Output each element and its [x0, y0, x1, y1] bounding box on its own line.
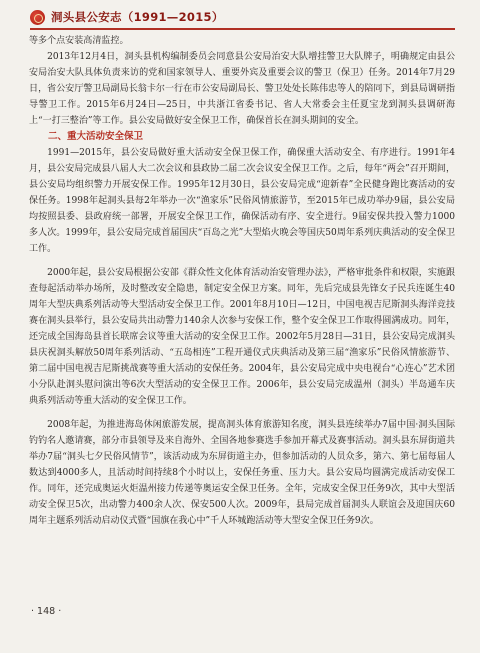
paragraph-gap: [29, 409, 455, 417]
body-text: [29, 33, 455, 529]
page-number: · 148 ·: [31, 606, 62, 617]
section-heading: 二、重大活动安全保卫: [48, 131, 144, 142]
paragraph-continued: 等多个点安装高清监控。: [29, 36, 129, 46]
running-header: [30, 7, 455, 27]
paragraph-gap: [29, 257, 455, 265]
county-emblem-icon: [30, 10, 45, 25]
paragraph-1991-2015: 1991—2015年，县公安局做好重大活动安全保卫保工作，确保重大活动安全、有序进行。1991年4月，县公安局完成县八届人大二次会议和县政协二届二次会议安全保卫工作。之后，每年“两会”召开期间，县公安局均组织警力开展安保工作。1995年12月30日，县公安局完成“迎新春”全民健身跑比赛活动的安保任务。1998年起洞头县每2年举办一次“渔家乐”民俗风情旅游节，至2015年已成功举办9届，县公安局均按照县委、县政府统一部署，开展安全保卫工作，确保活动有序、安全进行。9届安保共投入警力1000多人次。1999年，县公安局完成首届国庆“百岛之光”大型焰火晚会等国庆50周年系列庆典活动的安全保卫工作。: [29, 148, 455, 254]
header-rule: [30, 28, 455, 30]
header-title: 洞头县公安志（1991—2015）: [51, 10, 224, 24]
paragraph-2000: 2000年起，县公安局根据公安部《群众性文化体育活动治安管理办法》，严格审批条件和权限，实施跟查每起活动举办场所，及时整改安全隐患，制定安全保卫方案。同年，先后完成县先锋女子民兵连诞生40周年大型庆典系列活动等大型活动安全保卫工作。2001年8月10日—12日，中国电视吉尼斯洞头海洋竞技赛在洞头县举行，县公安局共出动警力140余人次参与安保工作，整个安全保卫工作取得圆满成功。同年，还完成全国海岛县首长联席会议等重大活动的安全保卫工作。2002年5月28日—31日，县公安局完成洞头县庆祝洞头解放50周年系列活动、“五岛相连”工程开通仪式庆典活动及第三届“渔家乐”民俗风情旅游节、第二届中国电视吉尼斯挑战赛等重大活动的安保任务。2004年，县公安局完成中央电视台“心连心”艺术团小分队赴洞头慰问演出等6次大型活动的安全保卫工作。2006年，县公安局完成温州（洞头）半岛通车庆典系列活动等重大活动的安全保卫工作。: [29, 268, 455, 406]
paragraph-2008: 2008年起，为推进海岛休闲旅游发展，提高洞头体育旅游知名度，洞头县连续举办7届中国·洞头国际钓钓名人邀请赛，部分市县领导及来自海外、全国各地参赛选手参加开幕式及赛事活动。洞头县东屏街道共举办7届“洞头七夕民俗风情节”，该活动成为东屏街道主办，但参加活动的人员众多，第六、第七届每届人数达到4000多人，且活动时间持续8个小时以上，安保任务重、压力大。县公安局均圆满完成活动安保工作。同年，还完成奥运火炬温州接力传递等奥运安全保卫任务。全年，完成安全保卫任务9次，其中大型活动安全保卫5次，出动警力400余人次、保安500人次。2009年，县局完成首届洞头人联谊会及迎国庆60周年主题系列活动启动仪式暨“国旗在我心中”千人环城跑活动等大型安全保卫任务9次。: [29, 420, 455, 526]
paragraph-guard-work: 2013年12月4日，洞头县机构编制委员会同意县公安局治安大队增挂警卫大队牌子，明确规定由县公安局治安大队具体负责来访的党和国家领导人、重要外宾及重要会议的警卫（保卫）任务。2014年7月29日，省公安厅警卫局副局长翁卡尔一行在市公安局副局长、警卫处处长陈伟忠等人的陪同下，到县局调研指导警卫工作。2015年6月24日—25日，中共浙江省委书记、省人大常委会主任夏宝龙到洞头县调研海上“一打三整治”等工作。县公安局做好安全保卫工作，确保首长在洞头期间的安全。: [29, 52, 455, 126]
